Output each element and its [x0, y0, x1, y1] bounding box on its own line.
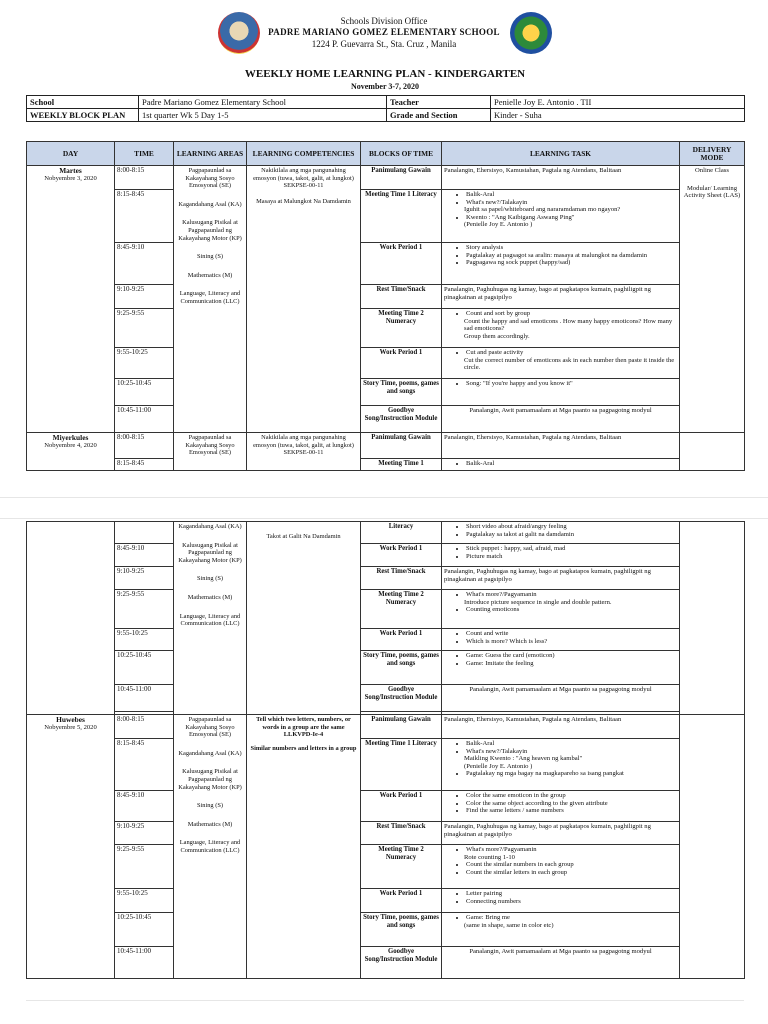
block-cell: Panimulang Gawain	[361, 433, 442, 459]
text-line: Pagpapaunlad sa Kakayahang Sosyo Emosyonal (SE)	[185, 167, 235, 190]
time-cell: 8:15-8:45	[115, 459, 174, 471]
block-cell: Meeting Time 1 Literacy	[361, 739, 442, 791]
col-time: TIME	[115, 142, 174, 166]
text-line: • Connecting numbers	[466, 898, 677, 906]
text-line: Pagpapaunlad sa Kakayahang Sosyo Emosyonal (SE)	[185, 434, 235, 457]
time-cell: 9:55-10:25	[115, 629, 174, 651]
task-cell	[442, 379, 680, 406]
day-date: Nobyembre 3, 2020	[44, 174, 97, 182]
teacher-label: Teacher	[387, 96, 491, 109]
table-row	[27, 544, 745, 567]
text-line: Miyerkules	[52, 433, 89, 442]
grade-label: Grade and Section	[387, 109, 491, 122]
text-line: • Which is more? Which is less?	[466, 638, 677, 646]
text-line: • Cut and paste activity	[466, 349, 677, 357]
info-table	[26, 95, 745, 122]
text-line: • What's new?/Talakayin	[466, 748, 677, 756]
block-plan-value: 1st quarter Wk 5 Day 1-5	[139, 109, 387, 122]
text-line: • Pagpagawa ng sock puppet (happy/sad)	[466, 259, 677, 267]
table-row	[27, 947, 745, 979]
table-row	[27, 309, 745, 348]
task-cell	[442, 889, 680, 913]
task-cell	[442, 685, 680, 712]
competencies-cell	[247, 166, 361, 433]
block-cell: Meeting Time 1	[361, 459, 442, 471]
col-blocks-of-time: BLOCKS OF TIME	[361, 142, 442, 166]
text-line: Huwebes	[56, 715, 85, 724]
text-line: • Count and write	[466, 630, 677, 638]
text-line: • Game: Bring me	[466, 914, 677, 922]
task-cell	[442, 715, 680, 739]
task-cell	[442, 190, 680, 243]
time-cell: 8:00-8:15	[115, 715, 174, 739]
text-line: • Letter pairing	[466, 890, 677, 898]
text-line: Count the happy and sad emoticons . How many happy emoticons? How many sad emoticons?	[464, 317, 673, 333]
text-line: Language, Literacy and Communication (LLC)	[179, 839, 241, 854]
text-line: • Pagtalakay ng mga bagay na magkapareho sa isang pangkat	[466, 770, 677, 778]
time-cell: 10:25-10:45	[115, 913, 174, 947]
text-line: Kalusugang Pisikal at Pagpapaunlad ng Kakayahang Motor (KP)	[178, 541, 242, 564]
block-cell: Goodbye Song/Instruction Module	[361, 685, 442, 712]
day-cell-continued	[27, 522, 115, 715]
document-page-1	[26, 0, 744, 495]
text-line: Nakikilala ang mga pangunahing emosyon (tuwa, takot, galit, at lungkot)	[253, 434, 354, 449]
task-cell	[442, 285, 680, 309]
text-line: • What's more?/Pagyamanin	[466, 846, 677, 854]
time-cell: 8:45-9:10	[115, 791, 174, 822]
table-row	[27, 889, 745, 913]
table-row	[27, 685, 745, 712]
school-value: Padre Mariano Gomez Elementary School	[139, 96, 387, 109]
text-line: Pagpapaunlad sa Kakayahang Sosyo Emosyonal (SE)	[185, 716, 235, 739]
task-cell	[442, 406, 680, 433]
block-cell: Work Period 1	[361, 243, 442, 285]
text-line: Kagandahang Asal (KA)	[178, 749, 242, 757]
table-row	[27, 791, 745, 822]
text-line: Sining (S)	[196, 253, 224, 261]
text-line: Language, Literacy and Communication (LLC)	[179, 612, 241, 628]
table-row	[27, 348, 745, 379]
task-cell	[442, 459, 680, 471]
table-row	[27, 285, 745, 309]
document-page-2	[26, 519, 744, 969]
table-row	[27, 822, 745, 845]
day-cell-huwebes	[27, 715, 115, 979]
table-row	[27, 379, 745, 406]
text-line: • What's more?/Pagyamanin	[466, 591, 677, 599]
text-line: • Count the similar numbers in each group	[466, 861, 677, 869]
day-name: Martes	[59, 166, 82, 175]
block-cell: Goodbye Song/Instruction Module	[361, 947, 442, 979]
text-line: • Story analysis	[466, 244, 677, 252]
time-cell: 9:55-10:25	[115, 889, 174, 913]
text-line: Mathematics (M)	[187, 820, 233, 828]
text-line: • Picture match	[466, 553, 677, 561]
time-cell: 10:45-11:00	[115, 406, 174, 433]
time-cell: 9:10-9:25	[115, 285, 174, 309]
delivery-mode-cell	[680, 522, 745, 715]
task-cell	[442, 522, 680, 544]
text-line: • Color the same emoticon in the group	[466, 792, 677, 800]
school-name-heading: PADRE MARIANO GOMEZ ELEMENTARY SCHOOL	[268, 27, 500, 37]
task-cell	[442, 348, 680, 379]
learning-areas-cell	[174, 715, 247, 979]
delivery-mode-cell	[680, 166, 745, 433]
learning-areas-cell	[174, 433, 247, 471]
block-cell: Meeting Time 2 Numeracy	[361, 309, 442, 348]
text-line: Panalangin, Paghuhugas ng kamay, bago at pagkatapos kumain, paghiligpit ng pinagkainan at pagsipilyo	[444, 568, 651, 583]
block-cell: Literacy	[361, 522, 442, 544]
text-line: (same in shape, same in color etc)	[464, 921, 554, 929]
text-line: Panalangin, Ehersisyo, Kamustahan, Pagtala ng Atendans, Balitaan	[444, 716, 622, 723]
time-cell: 10:25-10:45	[115, 379, 174, 406]
text-line: • Balik-Aral	[466, 191, 677, 199]
time-cell: 10:45-11:00	[115, 685, 174, 712]
text-line: Kagandahang Asal (KA)	[178, 523, 242, 530]
block-cell: Story Time, poems, games and songs	[361, 651, 442, 685]
text-line: • Count and sort by group	[466, 310, 677, 318]
col-delivery-mode: DELIVERY MODE	[680, 142, 745, 166]
document-dates: November 3-7, 2020	[350, 82, 420, 91]
text-line: • Color the same object according to the given attribute	[466, 800, 677, 808]
time-cell: 9:55-10:25	[115, 348, 174, 379]
time-cell: 9:10-9:25	[115, 822, 174, 845]
col-day: DAY	[27, 142, 115, 166]
table-row	[27, 845, 745, 889]
time-cell: 8:15-8:45	[115, 739, 174, 791]
text-line: Panalangin, Paghuhugas ng kamay, bago at pagkatapos kumain, paghiligpit ng pinagkainan at pagsipilyo	[444, 286, 651, 301]
text-line: (Penielle Joy E. Antonio )	[464, 221, 533, 229]
text-line: Cut the correct number of emoticons ask in each number then paste it inside the circle.	[464, 356, 675, 372]
text-line: Kagandahang Asal (KA)	[178, 200, 242, 208]
text-line: Tell which two letters, numbers, or words in a group are the same LLKVPD-Ie-4	[256, 716, 351, 739]
text-line: Nakikilala ang mga pangunahing emosyon (tuwa, takot, galit, at lungkot)	[253, 167, 354, 182]
text-line: • Short video about afraid/angry feeling	[466, 523, 677, 531]
time-cell: 8:15-8:45	[115, 190, 174, 243]
learning-areas-cell	[174, 522, 247, 715]
task-cell	[442, 739, 680, 791]
text-line: • Kwento : "Ang Kaibigang Aswang Ping"	[466, 214, 677, 222]
text-line: Panalangin, Paghuhugas ng kamay, bago at pagkatapos kumain, paghiligpit ng pinagkainan at pagsipilyo	[444, 823, 651, 838]
col-learning-task: LEARNING TASK	[442, 142, 680, 166]
text-line: Masaya at Malungkot Na Damdamin	[256, 197, 351, 205]
competencies-cell	[247, 433, 361, 471]
text-line: • Game: Guess the card (emoticon)	[466, 652, 677, 660]
learning-areas-cell	[174, 166, 247, 433]
task-cell	[442, 309, 680, 348]
task-cell	[442, 590, 680, 629]
day-cell-miyerkules	[27, 433, 115, 471]
text-line: SEKPSE-00-11	[283, 182, 324, 190]
school-label: School	[27, 96, 139, 109]
table-row	[27, 590, 745, 629]
text-line: Panalangin, Ehersisyo, Kamustahan, Pagtala ng Atendans, Balitaan	[444, 434, 622, 441]
block-cell: Meeting Time 1 Literacy	[361, 190, 442, 243]
table-row	[27, 243, 745, 285]
text-line: Panalangin, Ehersisyo, Kamustahan, Pagtala ng Atendans, Balitaan	[444, 167, 622, 174]
table-row	[27, 433, 745, 459]
time-cell	[115, 522, 174, 544]
time-cell: 8:45-9:10	[115, 243, 174, 285]
text-line: Rote counting 1-10	[464, 853, 515, 861]
block-cell: Rest Time/Snack	[361, 822, 442, 845]
text-line: Maikling Kwento : "Ang heaven ng kambal"	[464, 755, 583, 763]
task-cell	[442, 822, 680, 845]
text-line: Kalusugang Pisikal at Pagpapaunlad ng Kakayahang Motor (KP)	[178, 768, 242, 791]
text-line: Panalangin, Awit pamamaalam at Mga paanto sa pagpagotng modyul	[469, 686, 652, 693]
table-row	[27, 406, 745, 433]
text-line: Nobyembre 5, 2020	[44, 723, 97, 731]
text-line: SEKPSE-00-11	[283, 449, 324, 457]
text-line: • Balik-Aral	[466, 740, 677, 748]
time-cell: 9:25-9:55	[115, 309, 174, 348]
time-cell: 8:45-9:10	[115, 544, 174, 567]
text-line: • What's new?/Talakayin	[466, 199, 677, 207]
text-line: Sining (S)	[196, 802, 224, 810]
delivery-mode-cell	[680, 433, 745, 471]
task-cell	[442, 433, 680, 459]
table-row	[27, 715, 745, 739]
text-line: (Penielle Joy E. Antonio )	[464, 762, 533, 770]
text-line: Takot at Galit Na Damdamin	[266, 533, 341, 540]
text-line: Introduce picture sequence in single and double pattern.	[464, 598, 612, 606]
table-row	[27, 166, 745, 190]
document-header	[26, 12, 744, 60]
page-bottom-rule	[26, 1000, 744, 1001]
text-line: Mathematics (M)	[187, 593, 233, 601]
block-cell: Work Period 1	[361, 348, 442, 379]
time-cell: 10:45-11:00	[115, 947, 174, 979]
block-cell: Story Time, poems, games and songs	[361, 913, 442, 947]
text-line: • Song: "If you're happy and you know it"	[466, 380, 677, 388]
block-cell: Work Period 1	[361, 629, 442, 651]
text-line: Online Class	[695, 167, 729, 174]
text-line: Modular/ Learning Activity Sheet (LAS)	[683, 184, 741, 200]
school-seal-icon	[218, 12, 260, 54]
block-cell: Rest Time/Snack	[361, 567, 442, 590]
text-line: • Stick puppet : happy, sad, afraid, mad	[466, 545, 677, 553]
document-title: WEEKLY HOME LEARNING PLAN - KINDERGARTEN	[244, 68, 526, 80]
competencies-cell	[247, 715, 361, 979]
weekly-plan-table-page-1	[26, 141, 745, 471]
text-line: Mathematics (M)	[187, 271, 233, 279]
block-cell: Work Period 1	[361, 544, 442, 567]
task-cell	[442, 913, 680, 947]
col-learning-areas: LEARNING AREAS	[174, 142, 247, 166]
text-line: • Pagtalakay sa takot at galit na damdamin	[466, 531, 677, 539]
block-cell: Story Time, poems, games and songs	[361, 379, 442, 406]
division-seal-icon	[510, 12, 552, 54]
task-cell	[442, 651, 680, 685]
table-row	[27, 567, 745, 590]
block-cell: Work Period 1	[361, 889, 442, 913]
text-line: Panalangin, Awit pamamaalam at Mga paanto sa pagpagotng modyul	[469, 407, 652, 414]
table-row	[27, 651, 745, 685]
table-row	[27, 739, 745, 791]
block-cell: Meeting Time 2 Numeracy	[361, 590, 442, 629]
text-line: Panalangin, Awit pamamaalam at Mga paanto sa pagpagotng modyul	[469, 948, 652, 955]
text-line: Group them accordingly.	[464, 332, 530, 340]
school-address: 1224 P. Guevarra St., Sta. Cruz , Manila	[311, 39, 457, 49]
table-row	[27, 459, 745, 471]
task-cell	[442, 845, 680, 889]
text-line: • Game: Imitate the feeling	[466, 660, 677, 668]
time-cell: 8:00-8:15	[115, 433, 174, 459]
time-cell: 9:25-9:55	[115, 845, 174, 889]
task-cell	[442, 947, 680, 979]
time-cell: 9:10-9:25	[115, 567, 174, 590]
table-row	[27, 913, 745, 947]
task-cell	[442, 629, 680, 651]
text-line: Nobyembre 4, 2020	[44, 441, 97, 449]
block-cell: Panimulang Gawain	[361, 715, 442, 739]
text-line: Iguhit sa papel/whiteboard ang nararamdaman mo ngayon?	[464, 206, 621, 214]
text-line: Sining (S)	[196, 575, 224, 583]
day-cell-martes	[27, 166, 115, 433]
text-line: • Find the same letters / same numbers	[466, 807, 677, 815]
block-cell: Panimulang Gawain	[361, 166, 442, 190]
block-cell: Rest Time/Snack	[361, 285, 442, 309]
grade-value: Kinder - Suha	[491, 109, 745, 122]
task-cell	[442, 567, 680, 590]
task-cell	[442, 243, 680, 285]
time-cell: 10:25-10:45	[115, 651, 174, 685]
teacher-value: Penielle Joy E. Antonio . TII	[491, 96, 745, 109]
task-cell	[442, 791, 680, 822]
time-cell: 9:25-9:55	[115, 590, 174, 629]
weekly-plan-table-page-2	[26, 521, 745, 979]
competencies-cell	[247, 522, 361, 715]
time-cell: 8:00-8:15	[115, 166, 174, 190]
text-line: • Count the similar letters in each group	[466, 869, 677, 877]
text-line: • Balik-Aral	[466, 460, 677, 468]
page-break	[0, 497, 768, 519]
table-row	[27, 522, 745, 544]
text-line: Similar numbers and letters in a group	[250, 744, 357, 752]
text-line: • Pagtalakay at pagsagot sa aralin: masaya at malungkot na damdamin	[466, 252, 677, 260]
block-cell: Meeting Time 2 Numeracy	[361, 845, 442, 889]
block-cell: Goodbye Song/Instruction Module	[361, 406, 442, 433]
block-plan-label: WEEKLY BLOCK PLAN	[27, 109, 139, 122]
text-line: • Counting emoticons	[466, 606, 677, 614]
delivery-mode-cell	[680, 715, 745, 979]
text-line: Language, Literacy and Communication (LLC)	[179, 290, 241, 305]
table-row	[27, 629, 745, 651]
table-row	[27, 190, 745, 243]
task-cell	[442, 166, 680, 190]
division-office: Schools Division Office	[340, 16, 428, 26]
task-cell	[442, 544, 680, 567]
block-cell: Work Period 1	[361, 791, 442, 822]
col-learning-competencies: LEARNING COMPETENCIES	[247, 142, 361, 166]
text-line: Kalusugang Pisikal at Pagpapaunlad ng Kakayahang Motor (KP)	[178, 219, 242, 242]
